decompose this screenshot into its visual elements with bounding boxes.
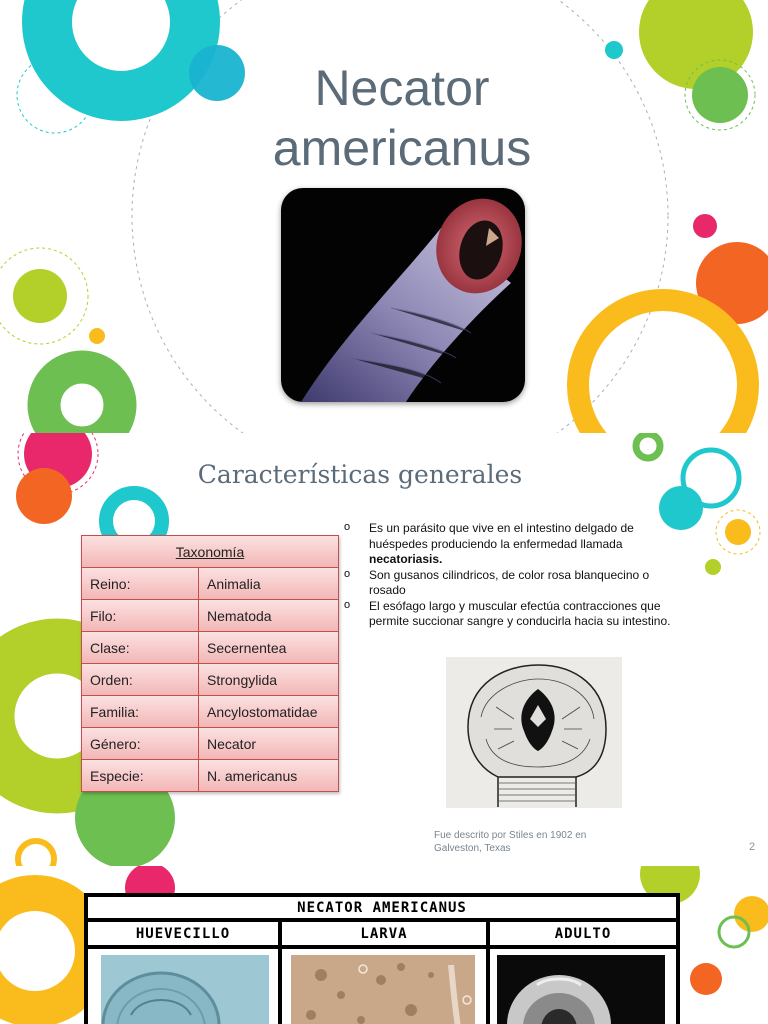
disease-name: necatoriasis. xyxy=(369,552,443,566)
taxonomy-header: Taxonomía xyxy=(82,536,339,568)
list-item: o El esófago largo y muscular efectúa contracciones que permite succionar sangre y conducirla hacia su intestino. xyxy=(342,599,682,630)
caption: Fue descrito por Stiles en 1902 en Galveston, Texas xyxy=(434,830,587,854)
slide-title xyxy=(0,0,768,433)
egg-photo xyxy=(101,955,269,1024)
slide-characteristics xyxy=(0,433,768,866)
slide-life-stages xyxy=(0,866,768,1024)
characteristics-list xyxy=(342,521,682,630)
stages-table-title: NECATOR AMERICANUS xyxy=(88,897,676,918)
section-heading: Características generales xyxy=(197,460,523,489)
taxonomy-row xyxy=(82,696,339,728)
stages-table xyxy=(84,893,680,1024)
taxonomy-label: Especie: xyxy=(82,760,199,792)
taxonomy-label: Reino: xyxy=(82,568,199,600)
list-item: o Es un parásito que vive en el intestino delgado de huéspedes produciendo la enfermedad llamada necatoriasis. xyxy=(342,521,682,568)
larva-photo xyxy=(291,955,475,1024)
adult-photo xyxy=(497,955,665,1024)
taxonomy-row xyxy=(82,664,339,696)
slide-title-text: Necator americanus xyxy=(272,60,532,176)
taxonomy-label: Género: xyxy=(82,728,199,760)
list-item: o Son gusanos cilindricos, de color rosa blanquecino o rosado xyxy=(342,568,682,599)
taxonomy-value: Strongylida xyxy=(199,664,339,696)
column-header: HUEVECILLO xyxy=(88,922,278,945)
taxonomy-table xyxy=(81,535,339,792)
taxonomy-value: Secernentea xyxy=(199,632,339,664)
worm-head-photo xyxy=(281,188,525,402)
taxonomy-label: Familia: xyxy=(82,696,199,728)
taxonomy-row xyxy=(82,760,339,792)
column-header: ADULTO xyxy=(490,922,676,945)
taxonomy-label: Filo: xyxy=(82,600,199,632)
taxonomy-row xyxy=(82,568,339,600)
column-header: LARVA xyxy=(282,922,486,945)
taxonomy-value: Ancylostomatidae xyxy=(199,696,339,728)
taxonomy-value: Nematoda xyxy=(199,600,339,632)
taxonomy-value: Animalia xyxy=(199,568,339,600)
taxonomy-label: Clase: xyxy=(82,632,199,664)
taxonomy-value: N. americanus xyxy=(199,760,339,792)
mouth-illustration xyxy=(446,657,622,808)
taxonomy-row xyxy=(82,632,339,664)
taxonomy-row xyxy=(82,600,339,632)
taxonomy-row xyxy=(82,728,339,760)
page-number: 2 xyxy=(749,841,756,853)
taxonomy-label: Orden: xyxy=(82,664,199,696)
taxonomy-value: Necator xyxy=(199,728,339,760)
taxonomy-header-row xyxy=(82,536,339,568)
